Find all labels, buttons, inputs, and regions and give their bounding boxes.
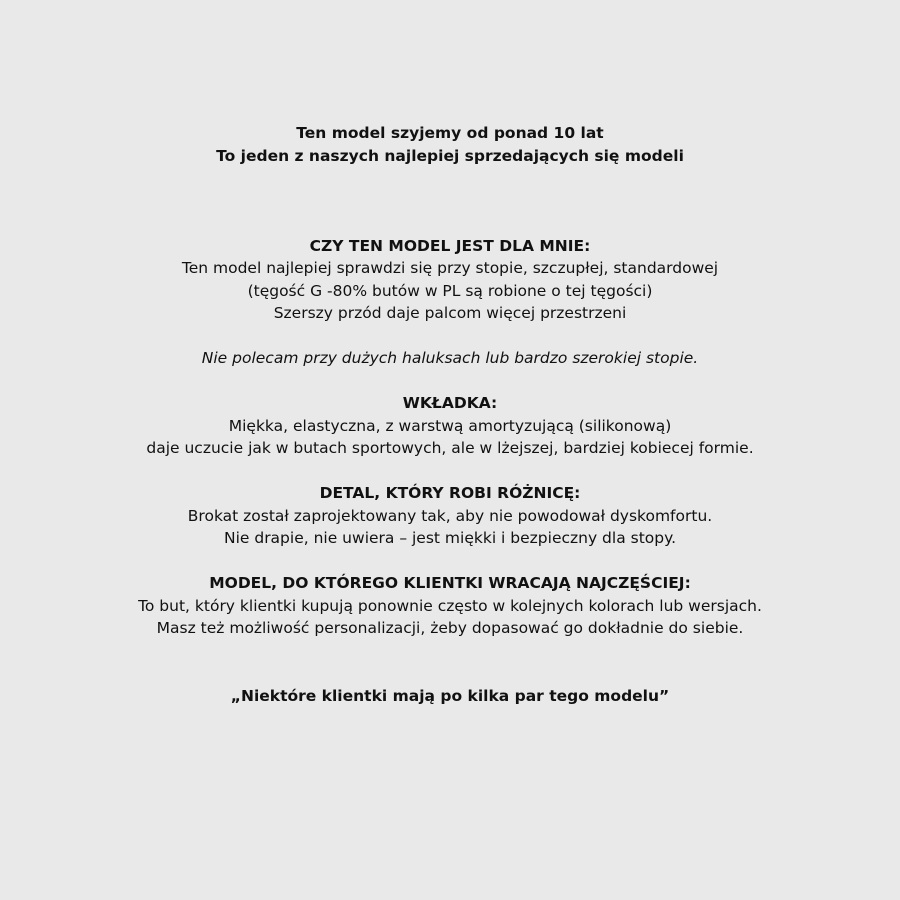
fit-heading: CZY TEN MODEL JEST DLA MNIE: [309,237,591,255]
detail-line-2: Nie drapie, nie uwiera – jest miękki i bezpieczny dla stopy. [223,529,676,547]
favorite-line-1: To but, który klientki kupują ponownie często w kolejnych kolorach lub wersjach. [138,597,762,615]
customer-quote: „Niektóre klientki mają po kilka par tego modelu” [230,687,670,705]
detail-line-1: Brokat został zaprojektowany tak, aby nie powodował dyskomfortu. [187,507,713,525]
fit-line-2: (tęgość G -80% butów w PL są robione o tej tęgości) [247,282,653,300]
fit-line-1: Ten model najlepiej sprawdzi się przy stopie, szczupłej, standardowej [181,259,719,277]
favorite-line-2: Masz też możliwość personalizacji, żeby dopasować go dokładnie do siebie. [156,619,744,637]
intro-line-2: To jeden z naszych najlepiej sprzedających się modeli [216,147,684,165]
insole-heading: WKŁADKA: [402,394,498,412]
fit-note: Nie polecam przy dużych haluksach lub bardzo szerokiej stopie. [201,349,699,367]
detail-heading: DETAL, KTÓRY ROBI RÓŻNICĘ: [319,484,581,502]
intro-line-1: Ten model szyjemy od ponad 10 lat [296,124,604,142]
favorite-heading: MODEL, DO KTÓREGO KLIENTKI WRACAJĄ NAJCZĘŚCIEJ: [209,574,691,592]
insole-line-2: daje uczucie jak w butach sportowych, ale w lżejszej, bardziej kobiecej formie. [146,439,754,457]
fit-line-3: Szerszy przód daje palcom więcej przestrzeni [273,304,627,322]
insole-line-1: Miękka, elastyczna, z warstwą amortyzującą (silikonową) [228,417,672,435]
